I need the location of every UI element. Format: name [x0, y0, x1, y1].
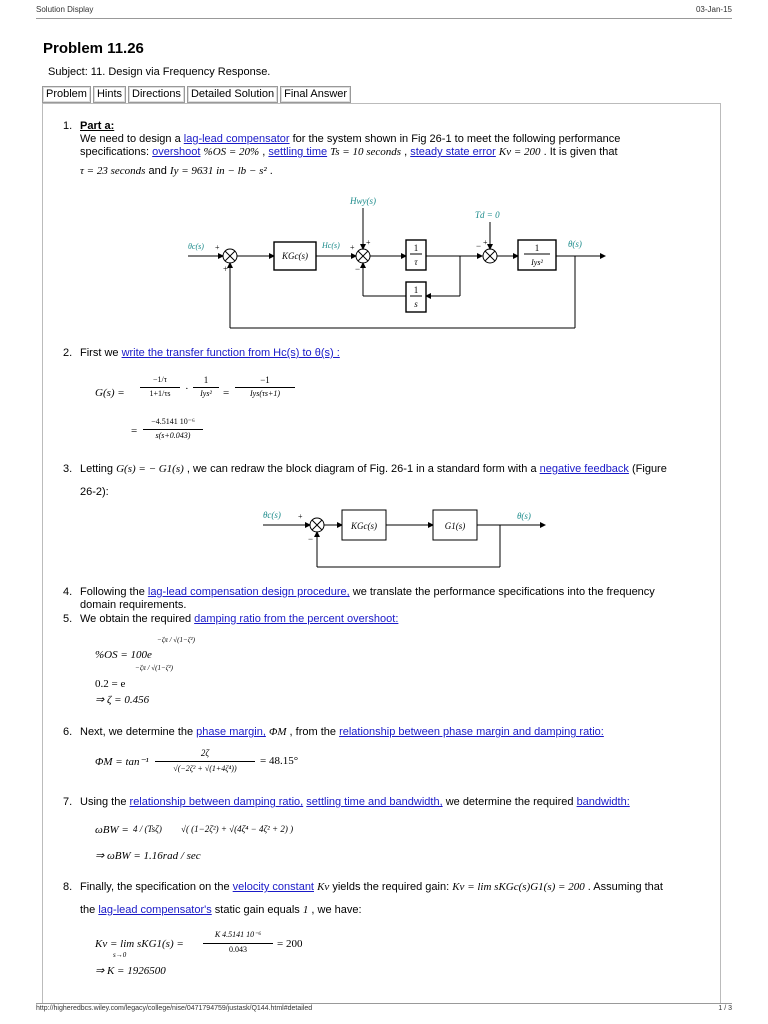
label-inv-tau-den: τ [414, 257, 418, 267]
sign-minus: + [223, 264, 229, 274]
tab-detailed-solution[interactable]: Detailed Solution [187, 86, 278, 103]
block-diagram-fig-26-1 [180, 192, 610, 332]
text: the [80, 904, 99, 916]
label-hwy: Hwy(s) [350, 196, 376, 206]
link-settling-time-bandwidth[interactable]: settling time and bandwidth, [306, 796, 443, 808]
text: , we have: [308, 904, 362, 916]
eq-numerator: −1/τ [153, 375, 167, 384]
eq-text: = 48.15° [260, 755, 299, 767]
link-phase-margin-relationship[interactable]: relationship between phase margin and damping ratio: [339, 726, 604, 738]
step-number: 6. [63, 726, 73, 738]
eq-numerator: 2ζ [200, 748, 210, 758]
sign-minus: − [476, 241, 482, 251]
link-lag-lead-compensator[interactable]: lag-lead compensator [183, 133, 290, 145]
eq-denominator: Iys(τs+1) [249, 389, 281, 398]
link-design-procedure[interactable]: lag-lead compensation design procedure, [147, 586, 350, 598]
text: Using the [80, 796, 130, 808]
step-number: 1. [63, 120, 73, 132]
text: . Assuming that [584, 881, 663, 893]
link-compensator[interactable]: lag-lead compensator's [98, 904, 212, 916]
link-overshoot[interactable]: overshoot [152, 146, 201, 158]
eq-text: = 200 [277, 938, 303, 950]
math-phi-m: ΦM [268, 726, 287, 738]
fraction-bar [193, 387, 219, 388]
link-settling-time[interactable]: settling time [268, 146, 328, 158]
label-kgc: KGc(s) [351, 521, 377, 531]
eq-denominator: 0.043 [229, 945, 247, 954]
fraction-bar [140, 387, 180, 388]
math-g-of-s: G(s) = − G1(s) [116, 463, 184, 475]
eq-denominator: √(−2ζ² + √(1+4ζ⁴)) [173, 764, 237, 773]
step-number: 8. [63, 881, 73, 893]
eq-text: ΦM = tan⁻¹ [95, 756, 149, 768]
eq-numerator: K 4.5141 10⁻⁶ [214, 930, 262, 939]
text: Letting [80, 463, 117, 475]
eq-text: G(s) = [95, 387, 125, 399]
text: 26-2): [80, 486, 109, 498]
equation-damping-ratio [95, 632, 355, 707]
tab-hints[interactable]: Hints [93, 86, 126, 103]
link-damping-ratio[interactable]: damping ratio from the percent overshoot: [194, 613, 399, 625]
eq-text: = [131, 425, 138, 437]
fraction-bar [143, 429, 203, 430]
label-td: Td = 0 [475, 210, 500, 220]
step-number: 3. [63, 463, 73, 475]
math-overshoot: %OS = 20% [203, 146, 260, 158]
page-header [36, 5, 732, 19]
label-hc: Hc(s) [322, 241, 340, 250]
text: static gain equals [211, 904, 303, 916]
tab-final-answer[interactable]: Final Answer [280, 86, 351, 103]
text: We obtain the required [80, 613, 195, 625]
text: We need to design a [80, 133, 184, 145]
tab-directions[interactable]: Directions [128, 86, 185, 103]
math-settling-time: Ts = 10 seconds [330, 146, 402, 158]
text: specifications: [80, 146, 153, 158]
eq-text: ⇒ ωBW = 1.16rad / sec [95, 850, 201, 862]
label-inv-s-num: 1 [413, 285, 419, 295]
header-divider [36, 18, 732, 19]
text: domain requirements. [80, 599, 187, 611]
eq-text: ⇒ K = 1926500 [95, 965, 166, 977]
eq-exponent: −ζπ / √(1−ζ²) [157, 636, 195, 644]
link-damping-relationship[interactable]: relationship between damping ratio, [129, 796, 304, 808]
footer-page-number: 1 / 3 [718, 1005, 732, 1012]
footer-divider [36, 1003, 732, 1004]
label-theta-c: θc(s) [188, 242, 204, 251]
eq-numerator: −1 [260, 375, 270, 385]
eq-exponent: −ζπ / √(1−ζ²) [135, 664, 173, 672]
eq-text: √( (1−2ζ²) + √(4ζ⁴ − 4ζ² + 2) ) [181, 824, 294, 834]
step-number: 2. [63, 347, 73, 359]
header-title: Solution Display [36, 5, 94, 14]
text: . [266, 165, 273, 177]
text: , from the [286, 726, 340, 738]
text: (Figure [628, 463, 667, 475]
text: for the system shown in Fig 26-1 to meet the following performance [289, 133, 621, 145]
eq-text: 4 / (Tsζ) [133, 824, 162, 834]
eq-text: ⇒ ζ = 0.456 [95, 694, 150, 706]
math-kv: Kv = 200 [498, 146, 541, 158]
label-theta-c: θc(s) [263, 510, 281, 520]
text: Next, we determine the [80, 726, 197, 738]
step-number: 5. [63, 613, 73, 625]
equation-phase-margin [95, 748, 355, 783]
math-kv: Kv [317, 881, 330, 893]
page-footer [36, 1005, 732, 1012]
label-inv-s-den: s [414, 299, 418, 309]
math-one: 1 [302, 904, 309, 916]
sign-plus: + [483, 238, 488, 247]
fraction-bar [203, 943, 273, 944]
math-tau: τ = 23 seconds [80, 165, 146, 177]
text: yields the required gain: [329, 881, 453, 893]
subject-line: Subject: 11. Design via Frequency Response. [48, 66, 271, 78]
eq-numerator: −4.5141 10⁻⁶ [151, 417, 195, 426]
text: , [401, 146, 411, 158]
eq-limit: s→0 [113, 951, 127, 959]
equation-bandwidth [95, 818, 355, 868]
step-number: 7. [63, 796, 73, 808]
text: Following the [80, 586, 148, 598]
text: , [259, 146, 269, 158]
link-steady-state-error[interactable]: steady state error [410, 146, 496, 158]
eq-denominator: 1+1/τs [149, 389, 171, 398]
block-diagram-fig-26-2 [255, 505, 555, 575]
eq-denominator: Iys² [200, 389, 212, 398]
text: we determine the required [442, 796, 577, 808]
link-phase-margin[interactable]: phase margin, [196, 726, 266, 738]
problem-title: Problem 11.26 [43, 40, 144, 57]
tab-bar [42, 86, 351, 103]
math-inertia: Iy = 9631 in − lb − s² [169, 165, 267, 177]
eq-numerator: 1 [203, 375, 209, 385]
link-negative-feedback[interactable]: negative feedback [539, 463, 629, 475]
eq-text: = [223, 387, 230, 399]
text: First we [80, 347, 122, 359]
link-transfer-function[interactable]: write the transfer function from Hc(s) to θ(s) : [121, 347, 340, 359]
text: . It is given that [540, 146, 618, 158]
sign-plus: + [298, 512, 303, 521]
header-date: 03-Jan-15 [695, 5, 732, 14]
sign-plus: + [215, 243, 220, 252]
sign-minus: − [308, 534, 314, 544]
text: Finally, the specification on the [80, 881, 233, 893]
eq-text: 0.2 = e [95, 678, 126, 690]
label-inv-tau-num: 1 [413, 243, 419, 253]
fraction-bar [155, 761, 255, 762]
eq-text: ωBW = [95, 824, 129, 836]
eq-denominator: s(s+0.043) [155, 431, 191, 440]
equation-transfer-function [95, 375, 395, 445]
label-plant-num: 1 [534, 243, 540, 253]
label-plant-den: Iys² [531, 258, 543, 267]
step-number: 4. [63, 586, 73, 598]
text: , we can redraw the block diagram of Fig. 26-1 in a standard form with a [183, 463, 540, 475]
sign-plus: + [350, 243, 355, 252]
text: and [145, 165, 170, 177]
link-bandwidth[interactable]: bandwidth: [576, 796, 630, 808]
sign-minus: − [355, 264, 361, 274]
equation-gain [95, 928, 355, 978]
footer-url: http://higheredbcs.wiley.com/legacy/college/nise/0471794759/justask/Q144.html#detailed [36, 1005, 313, 1012]
tab-problem[interactable]: Problem [42, 86, 91, 103]
eq-text: Kv = lim sKG1(s) = [95, 938, 184, 950]
label-theta: θ(s) [517, 511, 531, 521]
label-g1: G1(s) [444, 521, 466, 531]
label-theta: θ(s) [568, 239, 582, 249]
label-kgc: KGc(s) [282, 251, 308, 261]
link-velocity-constant[interactable]: velocity constant [232, 881, 314, 893]
part-a-title: Part a: [80, 120, 115, 132]
eq-dot: · [185, 383, 189, 395]
text: we translate the performance specifications into the frequency [349, 586, 655, 598]
sign-plus: + [366, 238, 371, 247]
eq-text: %OS = 100e [95, 649, 152, 661]
fraction-bar [235, 387, 295, 388]
math-gain-equation: Kv = lim sKGc(s)G1(s) = 200 [452, 881, 585, 893]
